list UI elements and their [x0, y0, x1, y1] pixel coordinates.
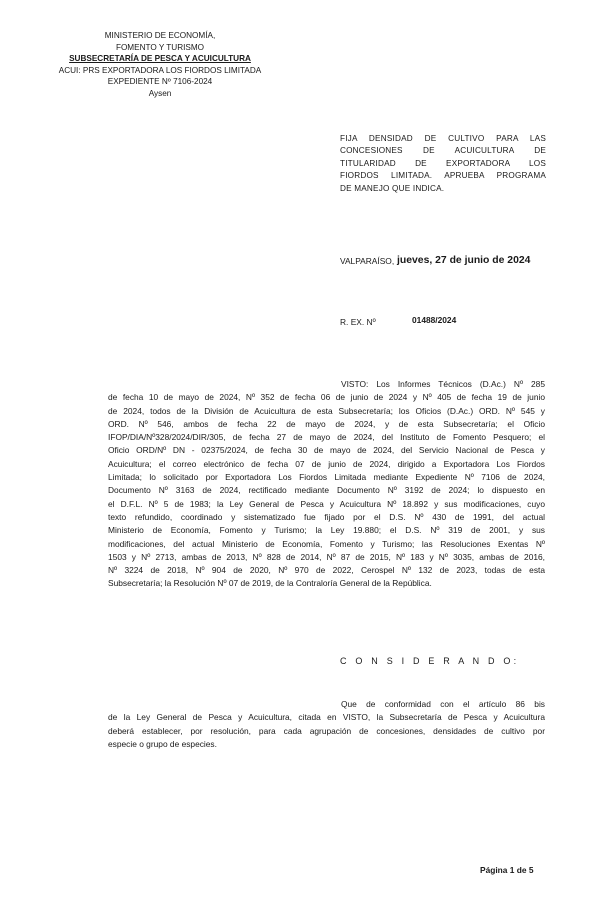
- resolution-label: R. EX. Nº: [340, 317, 376, 327]
- visto-line: de 2024, todos de la División de Acuicultura de esta Subsecretaría; los Oficios (D.Ac.) ORD. Nº 545 y: [108, 405, 545, 416]
- page-number: Página 1 de 5: [480, 865, 534, 875]
- visto-line: Acuicultura; el correo electrónico de fecha 07 de junio de 2024, dirigido a Exportadora Los Fiordos: [108, 458, 545, 469]
- visto-line: IFOP/DIA/Nº328/2024/DIR/305, de fecha 27 de mayo de 2024, del Instituto de Fomento Pesquero; el: [108, 432, 545, 443]
- visto-paragraph: [108, 378, 545, 591]
- subject-line: CONCESIONES DE ACUICULTURA DE: [340, 146, 546, 156]
- region-line: Aysen: [148, 88, 172, 98]
- document-header: [50, 30, 270, 99]
- considerando-line: Que de conformidad con el artículo 86 bis: [341, 699, 545, 709]
- visto-line: el D.F.L. Nº 5 de 1983; la Ley General de Pesca y Acuicultura Nº 18.892 y sus modificaciones, cuyo: [108, 498, 545, 509]
- ministry-line-2: FOMENTO Y TURISMO: [115, 42, 205, 52]
- applicant-line: ACUI: PRS EXPORTADORA LOS FIORDOS LIMITADA: [58, 65, 262, 75]
- subject-line: FIORDOS LIMITADA. APRUEBA PROGRAMA: [340, 171, 546, 181]
- visto-line: modificaciones, del actual Ministerio de Economía, Fomento y Turismo; las Resoluciones Exentas Nº: [108, 538, 545, 549]
- expediente-line: EXPEDIENTE Nº 7106-2024: [107, 77, 213, 86]
- subject-line: TITULARIDAD DE EXPORTADORA LOS: [340, 158, 546, 168]
- subject-line: FIJA DENSIDAD DE CULTIVO PARA LAS: [340, 134, 546, 143]
- resolution-date: jueves, 27 de junio de 2024: [397, 255, 531, 266]
- considerando-heading: C O N S I D E R A N D O:: [340, 656, 520, 666]
- visto-line: Documento Nº 3163 de 2024, rectificado mediante Documento Nº 3192 de 2024; lo dispuesto en: [108, 485, 545, 496]
- considerando-line: deberá establecer, por resolución, para cada agrupación de concesiones, densidades de cultivo por: [108, 725, 545, 736]
- subject-line: DE MANEJO QUE INDICA.: [340, 183, 445, 193]
- visto-line: VISTO: Los Informes Técnicos (D.Ac.) Nº 285: [341, 379, 545, 389]
- visto-line: Nº 3224 de 2018, Nº 904 de 2020, Nº 970 de 2022, Cerospel Nº 132 de 2023, todas de esta: [108, 565, 545, 576]
- considerando-paragraph: [108, 698, 545, 751]
- considerando-line: de la Ley General de Pesca y Acuicultura, citada en VISTO, la Subsecretaría de Pesca y Acuicultura: [108, 712, 545, 723]
- considerando-line: especie o grupo de especies.: [108, 738, 217, 749]
- visto-line: de fecha 10 de mayo de 2024, Nº 352 de fecha 06 de junio de 2024 y Nº 405 de fecha 19 de junio: [108, 392, 545, 403]
- place-label: VALPARAÍSO,: [340, 256, 395, 266]
- resolution-number: 01488/2024: [412, 315, 457, 325]
- visto-line: 1503 y Nº 2713, ambas de 2013, Nº 828 de 2014, Nº 87 de 2015, Nº 183 y Nº 3035, ambas de 2016,: [108, 551, 545, 562]
- visto-line: Oficio ORD/Nº DN - 02375/2024, de fecha 30 de mayo de 2024, del Servicio Nacional de Pesca y: [108, 445, 545, 456]
- visto-line: texto refundido, coordinado y sistematizado fue fijado por el D.S. Nº 430 de 1991, del actual: [108, 511, 545, 522]
- visto-line: Subsecretaría; la Resolución Nº 07 de 2019, de la Contraloría General de la República.: [108, 578, 432, 589]
- visto-line: Limitada; lo solicitado por Exportadora Los Fiordos Limitada mediante Expediente Nº 7106 de 2024,: [108, 472, 545, 483]
- visto-line: Ministerio de Economía, Fomento y Turismo; la Ley 19.880; el D.S. Nº 319 de 2001, y sus: [108, 525, 545, 536]
- resolution-subject: [340, 133, 546, 195]
- ministry-line: MINISTERIO DE ECONOMÍA,: [104, 31, 216, 40]
- visto-line: ORD. Nº 546, ambos de fecha 22 de mayo de 2024, y de esta Subsecretaría; el Oficio: [108, 418, 545, 429]
- subsecretaria-line: SUBSECRETARÍA DE PESCA Y ACUICULTURA: [69, 54, 251, 63]
